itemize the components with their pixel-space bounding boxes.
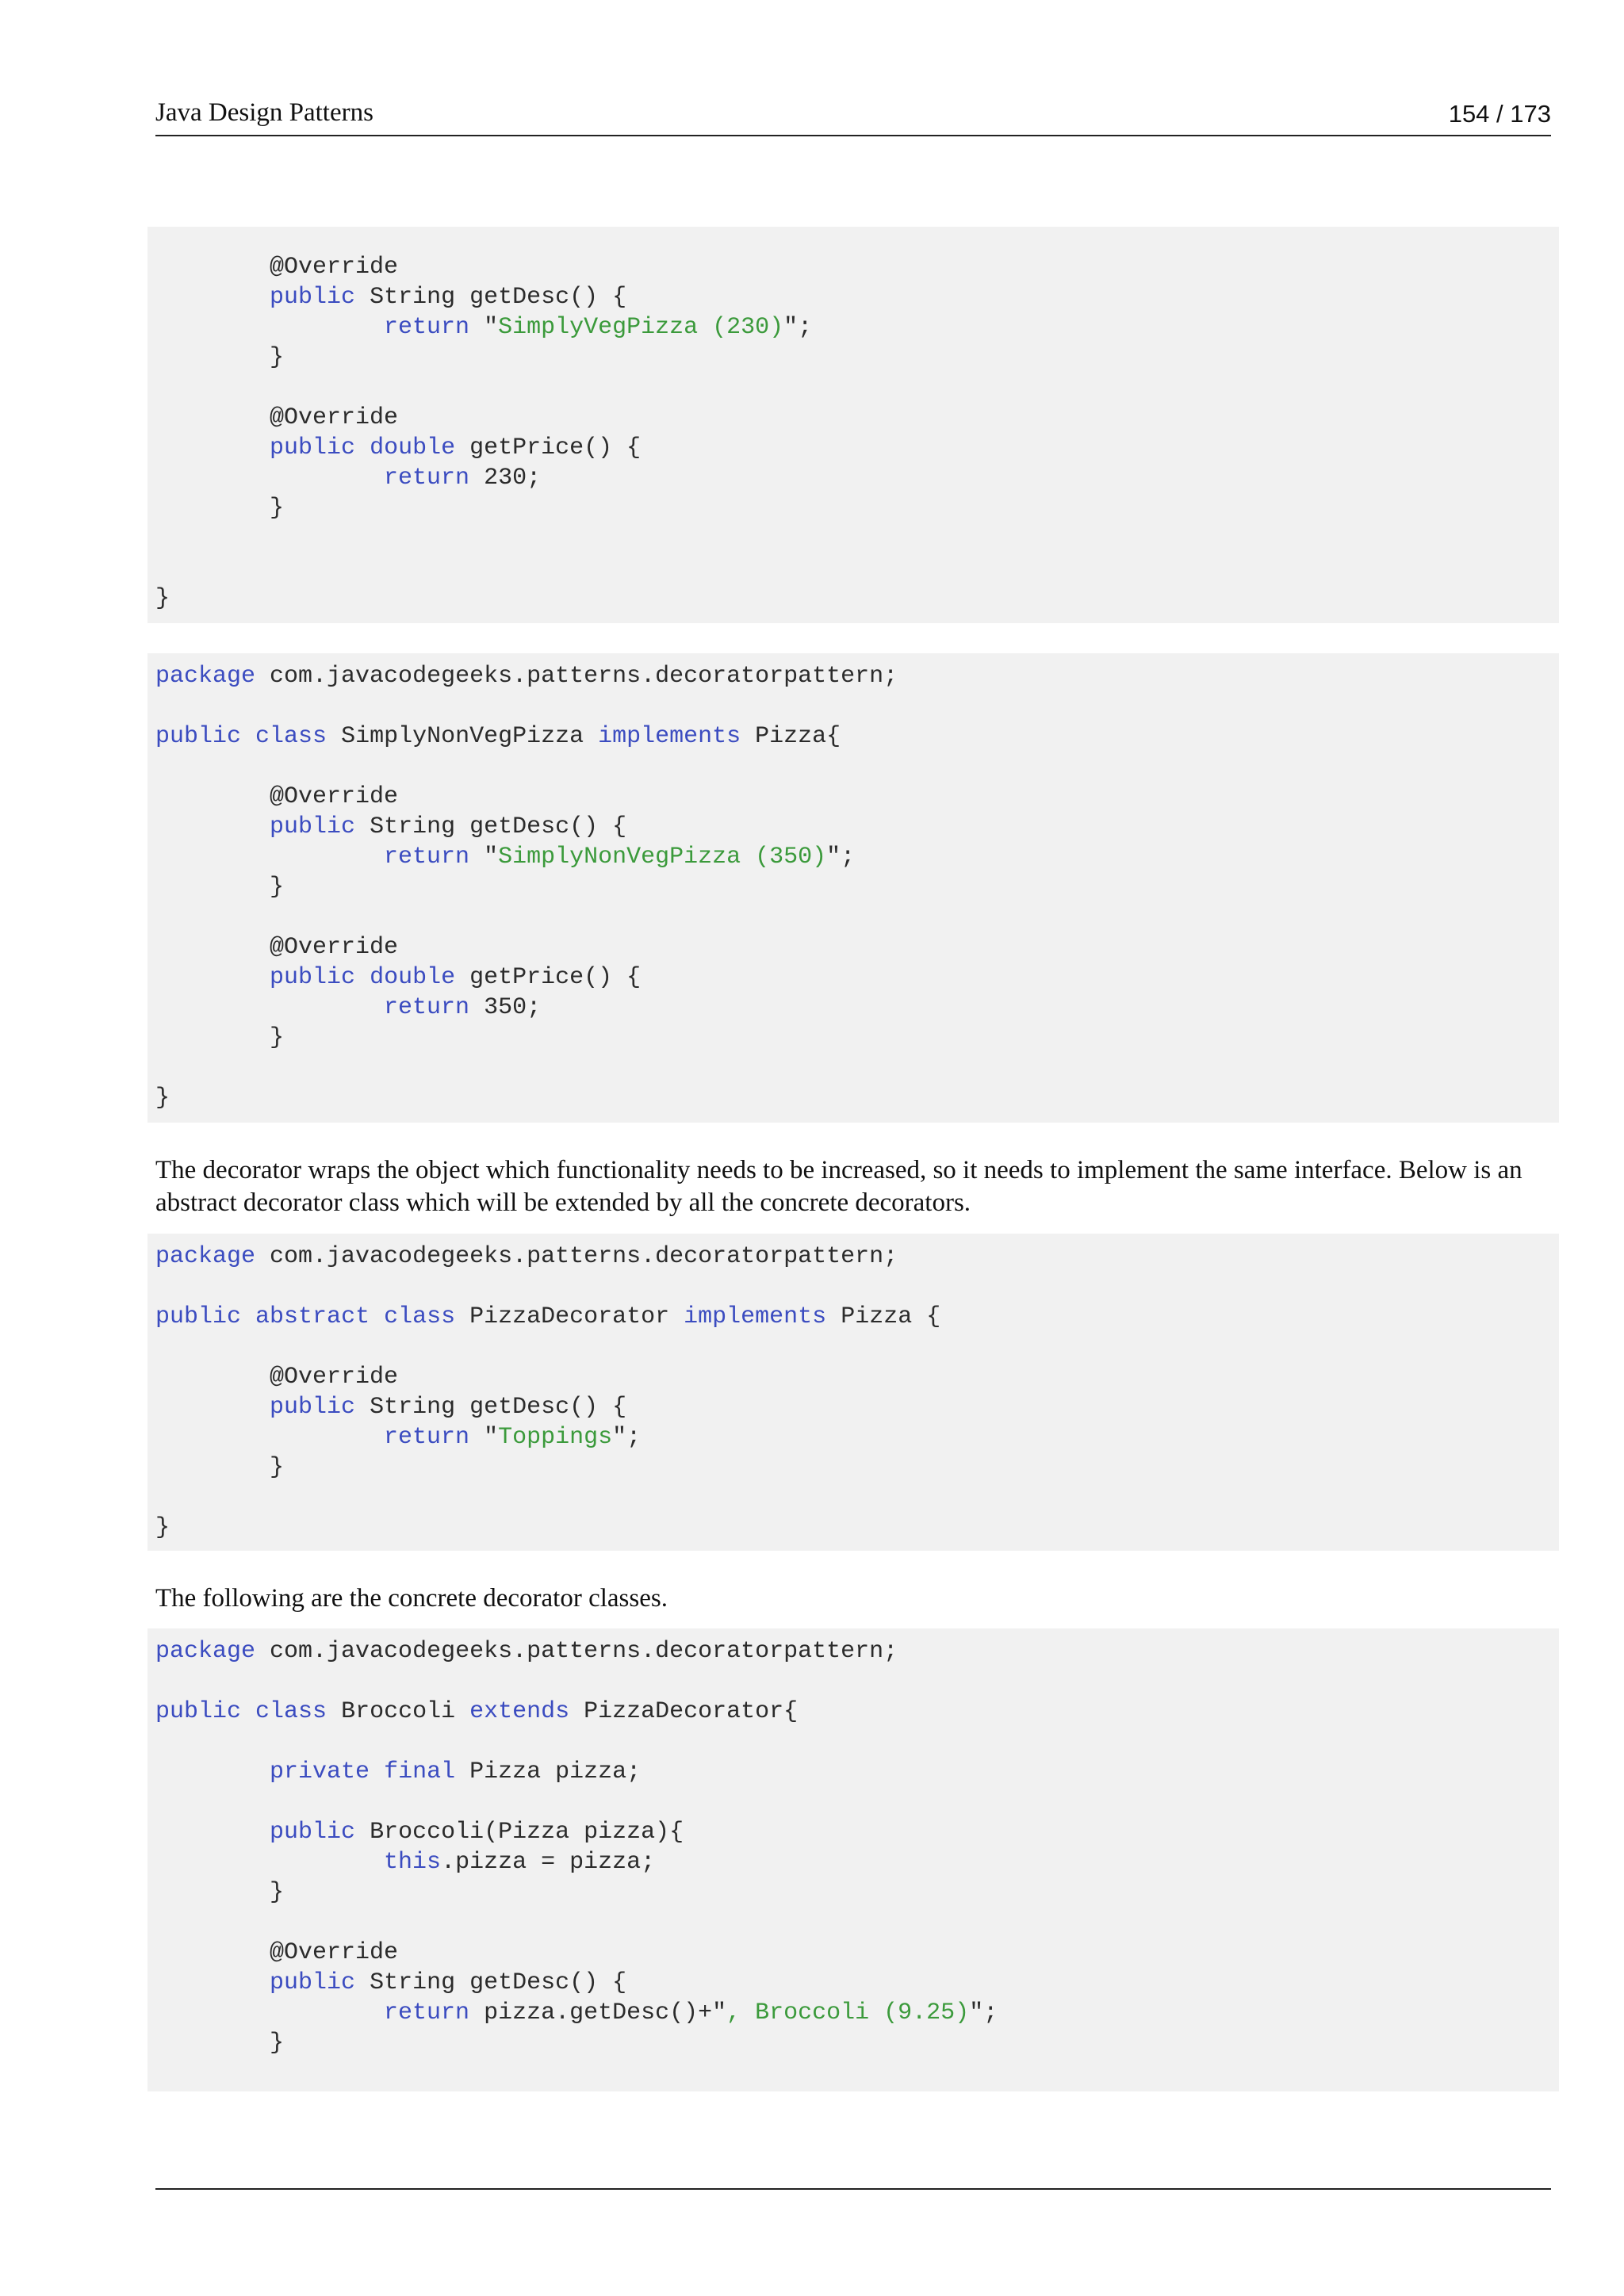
code-line: [155, 1302, 940, 1332]
code-text: [155, 1394, 270, 1421]
code-block-simply-veg-pizza-tail: [147, 227, 1559, 623]
code-text: [155, 1849, 384, 1876]
code-line: [155, 312, 812, 342]
code-line: [155, 842, 855, 872]
code-keyword: public: [270, 1819, 356, 1846]
code-keyword: double: [370, 434, 456, 461]
code-text: .pizza = pizza;: [441, 1849, 656, 1876]
code-text: }: [155, 1085, 170, 1112]
code-line: [155, 932, 398, 962]
code-text: }: [155, 585, 170, 612]
code-keyword: package: [155, 663, 256, 690]
code-line: [155, 812, 626, 842]
code-text: PizzaDecorator: [455, 1303, 684, 1330]
code-text: [241, 1303, 255, 1330]
code-line: [155, 1998, 998, 2028]
code-text: @Override: [155, 1939, 399, 1966]
code-line: [155, 1847, 655, 1877]
code-keyword: this: [384, 1849, 442, 1876]
code-line: [155, 1083, 170, 1113]
code-text: Pizza pizza;: [455, 1758, 642, 1785]
code-line: [155, 252, 398, 282]
code-text: }: [155, 2030, 285, 2057]
code-line: [155, 1362, 398, 1392]
code-block-simply-non-veg-pizza: [147, 653, 1559, 1123]
code-keyword: package: [155, 1243, 256, 1270]
footer-rule: [155, 2188, 1551, 2190]
code-keyword: final: [384, 1758, 456, 1785]
code-text: [155, 1819, 270, 1846]
code-text: [370, 1758, 384, 1785]
code-text: [155, 813, 270, 840]
code-text: ": [469, 314, 499, 341]
code-line: [155, 1757, 641, 1787]
code-text: }: [155, 344, 285, 371]
code-line: [155, 493, 284, 523]
code-string: , Broccoli (9.25): [726, 1999, 970, 2026]
code-text: @Override: [155, 783, 399, 810]
code-text: [355, 434, 370, 461]
code-keyword: implements: [598, 723, 741, 750]
code-line: [155, 661, 898, 691]
code-line: [155, 1242, 898, 1272]
code-text: ": [469, 844, 499, 871]
code-text: }: [155, 1879, 285, 1906]
code-text: [155, 1969, 270, 1996]
code-text: String getDesc() {: [355, 1394, 627, 1421]
code-keyword: public: [270, 813, 356, 840]
code-text: [355, 964, 370, 991]
code-keyword: class: [255, 1698, 327, 1725]
code-keyword: public: [270, 284, 356, 311]
code-text: }: [155, 1454, 285, 1481]
code-text: }: [155, 1514, 170, 1541]
code-keyword: public: [270, 964, 356, 991]
code-text: @Override: [155, 934, 399, 961]
code-text: ";: [612, 1424, 642, 1451]
code-text: ";: [969, 1999, 998, 2026]
code-keyword: class: [255, 723, 327, 750]
code-keyword: return: [384, 1999, 470, 2026]
code-text: [155, 314, 384, 341]
code-text: [155, 465, 384, 492]
code-line: [155, 1968, 626, 1998]
code-line: [155, 2028, 284, 2058]
code-text: }: [155, 495, 285, 522]
code-keyword: public: [155, 723, 242, 750]
code-text: }: [155, 874, 285, 901]
code-line: [155, 1513, 170, 1543]
code-text: }: [155, 1024, 285, 1051]
code-text: @Override: [155, 254, 399, 281]
code-line: [155, 1392, 626, 1422]
code-keyword: return: [384, 1424, 470, 1451]
code-line: [155, 1938, 398, 1968]
code-keyword: public: [270, 1394, 356, 1421]
code-text: ": [469, 1424, 499, 1451]
code-text: 350;: [469, 994, 542, 1021]
code-string: SimplyVegPizza (230): [498, 314, 784, 341]
code-line: [155, 993, 541, 1023]
code-text: Pizza{: [741, 723, 841, 750]
code-line: [155, 1817, 684, 1847]
code-text: [241, 723, 255, 750]
code-line: [155, 1697, 798, 1727]
code-text: [155, 844, 384, 871]
code-keyword: package: [155, 1638, 256, 1665]
code-text: pizza.getDesc()+": [469, 1999, 727, 2026]
code-keyword: double: [370, 964, 456, 991]
code-line: [155, 1422, 641, 1452]
code-text: ";: [783, 314, 813, 341]
code-line: [155, 872, 284, 902]
code-text: com.javacodegeeks.patterns.decoratorpattern;: [255, 1638, 898, 1665]
code-text: [155, 964, 270, 991]
code-text: [155, 1758, 270, 1785]
code-keyword: public: [155, 1303, 242, 1330]
code-line: [155, 721, 841, 752]
code-text: [155, 434, 270, 461]
code-keyword: return: [384, 844, 470, 871]
code-string: Toppings: [498, 1424, 613, 1451]
code-text: SimplyNonVegPizza: [327, 723, 599, 750]
code-line: [155, 584, 170, 614]
code-line: [155, 342, 284, 373]
code-text: Broccoli: [327, 1698, 470, 1725]
code-text: [155, 1424, 384, 1451]
code-line: [155, 1636, 898, 1667]
code-text: @Override: [155, 1364, 399, 1391]
code-line: [155, 962, 641, 993]
code-text: com.javacodegeeks.patterns.decoratorpattern;: [255, 1243, 898, 1270]
code-block-pizza-decorator: [147, 1234, 1559, 1551]
code-text: String getDesc() {: [355, 284, 627, 311]
code-keyword: extends: [469, 1698, 570, 1725]
code-text: getPrice() {: [455, 964, 642, 991]
code-text: String getDesc() {: [355, 1969, 627, 1996]
code-text: PizzaDecorator{: [569, 1698, 799, 1725]
code-keyword: return: [384, 994, 470, 1021]
code-line: [155, 433, 641, 463]
code-keyword: private: [270, 1758, 370, 1785]
code-text: com.javacodegeeks.patterns.decoratorpattern;: [255, 663, 898, 690]
code-text: Pizza {: [826, 1303, 941, 1330]
code-text: 230;: [469, 465, 542, 492]
code-keyword: implements: [684, 1303, 827, 1330]
code-keyword: class: [384, 1303, 456, 1330]
code-text: [155, 1999, 384, 2026]
code-line: [155, 1452, 284, 1483]
code-line: [155, 1023, 284, 1053]
paragraph-decorator-intro: The decorator wraps the object which functionality needs to be increased, so it needs to implement the same interface. Below is an abstract decorator class which will be extended by all the concrete decorators.: [155, 1156, 1522, 1217]
code-line: [155, 782, 398, 812]
code-string: SimplyNonVegPizza (350): [498, 844, 827, 871]
code-block-broccoli: [147, 1628, 1559, 2091]
code-keyword: public: [270, 434, 356, 461]
code-line: [155, 463, 541, 493]
code-keyword: abstract: [255, 1303, 370, 1330]
code-text: [155, 284, 270, 311]
code-keyword: public: [155, 1698, 242, 1725]
document-title: Java Design Patterns: [155, 98, 373, 127]
code-line: [155, 403, 398, 433]
paragraph-concrete-decorators: The following are the concrete decorator classes.: [155, 1584, 668, 1613]
code-text: @Override: [155, 404, 399, 431]
code-line: [155, 1877, 284, 1908]
code-text: getPrice() {: [455, 434, 642, 461]
code-line: [155, 282, 626, 312]
code-keyword: public: [270, 1969, 356, 1996]
code-text: String getDesc() {: [355, 813, 627, 840]
page-number: 154 / 173: [1448, 100, 1551, 128]
code-text: ";: [826, 844, 856, 871]
code-keyword: return: [384, 465, 470, 492]
code-text: [241, 1698, 255, 1725]
page-header: [155, 95, 1551, 136]
code-text: [155, 994, 384, 1021]
code-text: Broccoli(Pizza pizza){: [355, 1819, 684, 1846]
code-keyword: return: [384, 314, 470, 341]
code-text: [370, 1303, 384, 1330]
